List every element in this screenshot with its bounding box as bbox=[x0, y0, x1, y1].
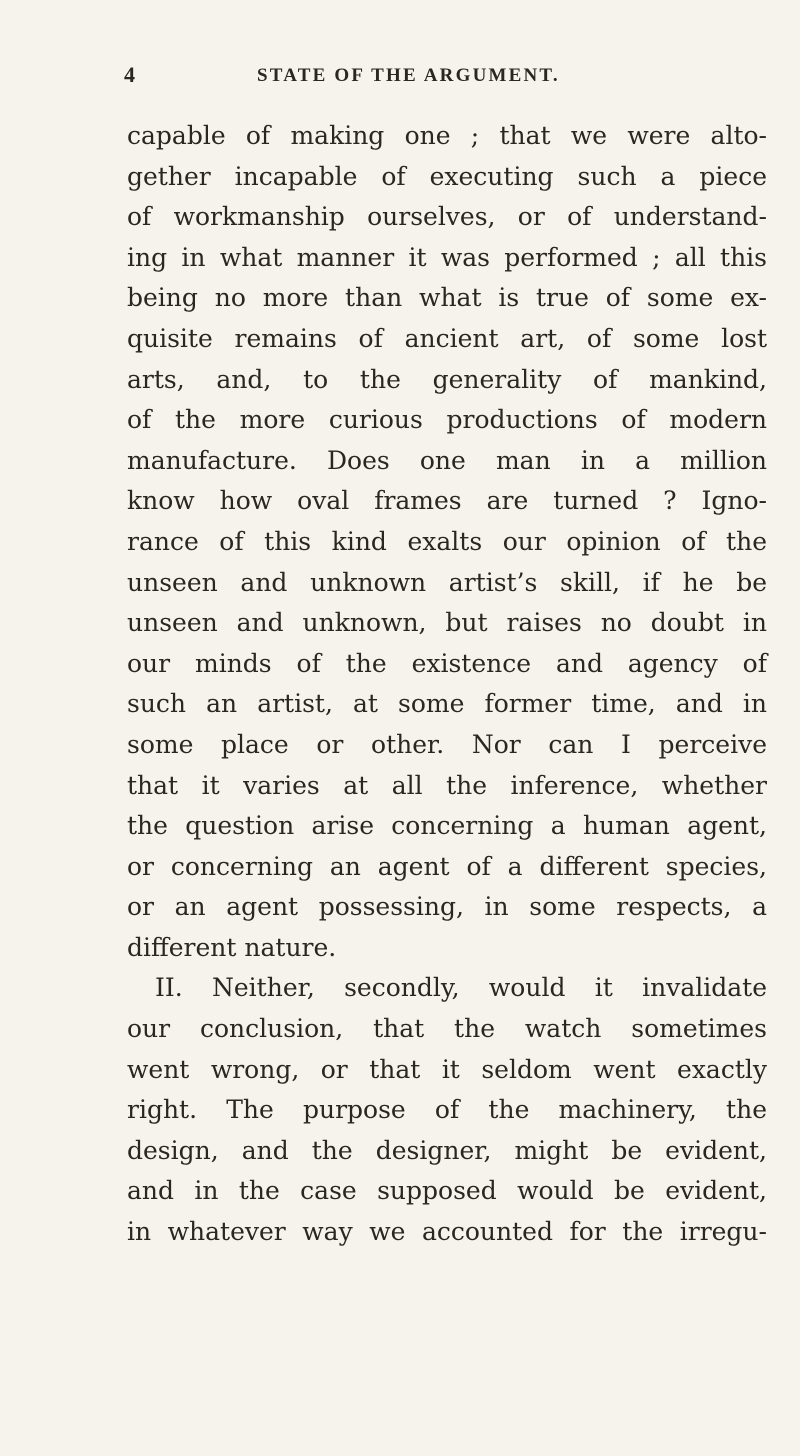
text-line: capable of making one ; that we were alto- bbox=[127, 121, 767, 150]
text-line: some place or other. Nor can I perceive bbox=[127, 729, 767, 759]
text-line: design, and the designer, might be evident, bbox=[127, 1135, 767, 1165]
body-text bbox=[127, 116, 767, 1253]
text-line: unseen and unknown, but raises no doubt in bbox=[127, 608, 767, 638]
text-line: rance of this kind exalts our opinion of the bbox=[127, 526, 767, 556]
text-line: arts, and, to the generality of mankind, bbox=[127, 364, 767, 394]
text-line: went wrong, or that it seldom went exactly bbox=[127, 1054, 767, 1084]
running-head bbox=[0, 62, 800, 92]
text-line: such an artist, at some former time, and in bbox=[127, 689, 767, 719]
text-line: gether incapable of executing such a piece bbox=[127, 161, 767, 191]
text-line: quisite remains of ancient art, of some lost bbox=[127, 323, 767, 353]
text-line: right. The purpose of the machinery, the bbox=[127, 1095, 767, 1125]
text-line: or concerning an agent of a different species, bbox=[127, 851, 767, 881]
text-line: manufacture. Does one man in a million bbox=[127, 445, 767, 475]
text-line: and in the case supposed would be evident, bbox=[127, 1176, 767, 1206]
text-line: or an agent possessing, in some respects, a bbox=[127, 892, 767, 922]
text-line: being no more than what is true of some ex- bbox=[127, 283, 767, 313]
paragraph-end-line: different nature. bbox=[127, 932, 337, 962]
text-line: unseen and unknown artist’s skill, if he be bbox=[127, 567, 767, 597]
text-line: ing in what manner it was performed ; all this bbox=[127, 242, 767, 272]
text-line: the question arise concerning a human agent, bbox=[127, 811, 767, 841]
running-head-title: STATE OF THE ARGUMENT. bbox=[257, 65, 560, 86]
paragraph-start-line: II. Neither, secondly, would it invalidate bbox=[155, 973, 767, 1003]
text-line: that it varies at all the inference, whether bbox=[127, 770, 767, 800]
text-line: our minds of the existence and agency of bbox=[127, 648, 767, 678]
text-line: in whatever way we accounted for the irregu- bbox=[127, 1217, 767, 1247]
page-number: 4 bbox=[124, 62, 135, 87]
text-line: of workmanship ourselves, or of understand- bbox=[127, 202, 767, 232]
text-line: our conclusion, that the watch sometimes bbox=[127, 1014, 767, 1044]
text-line: of the more curious productions of modern bbox=[127, 405, 767, 435]
text-line: know how oval frames are turned ? Igno- bbox=[127, 486, 767, 516]
